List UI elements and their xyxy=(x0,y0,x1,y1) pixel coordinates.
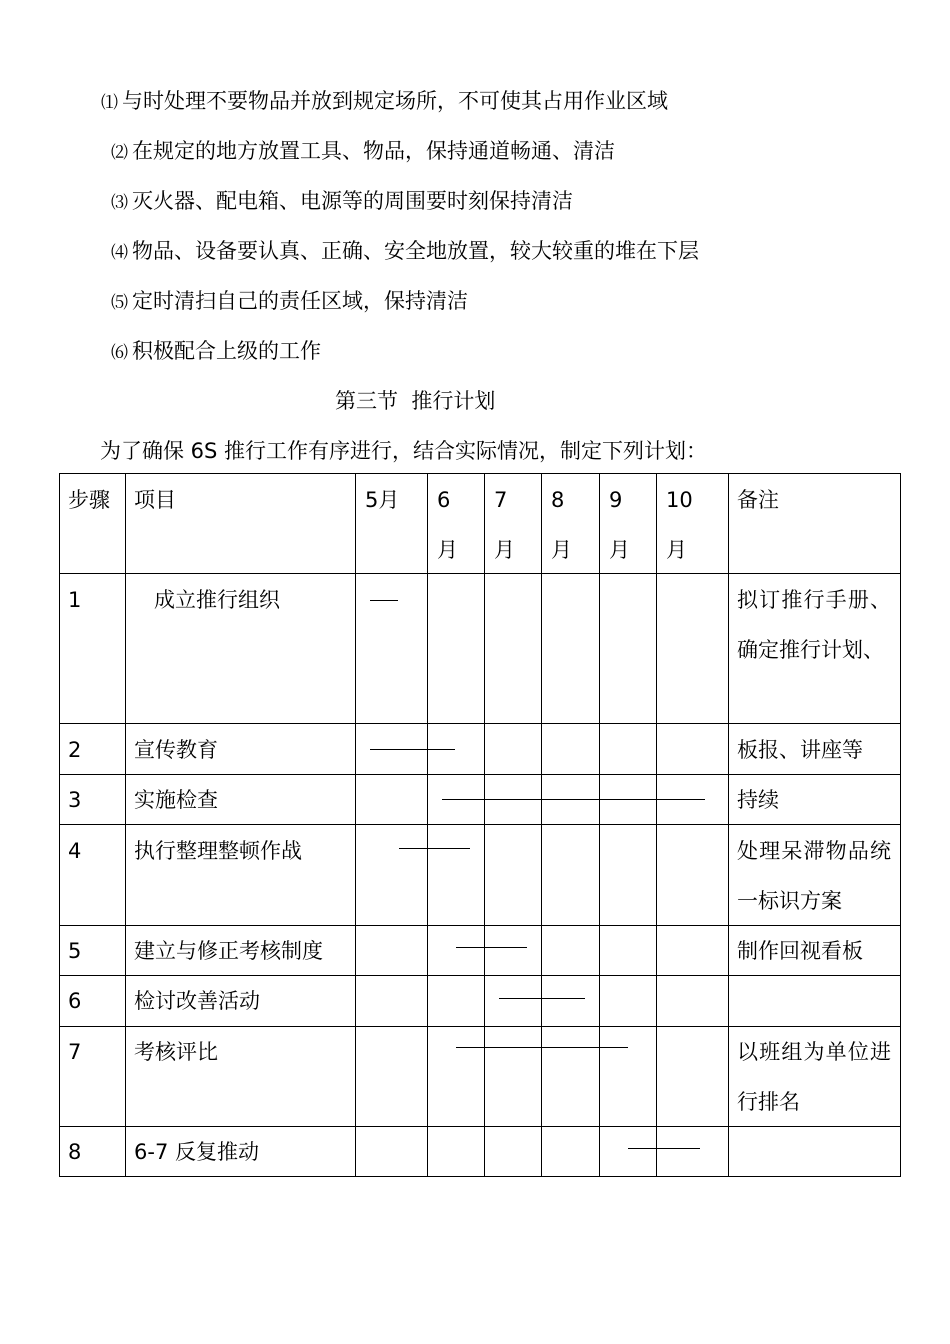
header-item: 项目 xyxy=(134,488,176,512)
plan-table xyxy=(59,473,901,1177)
list-number: ⑴ xyxy=(101,93,118,113)
step-number: 3 xyxy=(68,788,82,812)
list-number: ⑷ xyxy=(111,243,128,263)
item-name: 宣传教育 xyxy=(134,738,218,762)
remark-text: 拟订推行手册、确定推行计划、 xyxy=(737,588,891,662)
header-september-unit: 月 xyxy=(609,538,630,562)
header-july: 7 xyxy=(494,488,508,512)
list-number: ⑵ xyxy=(111,143,128,163)
list-item xyxy=(111,336,321,368)
list-item xyxy=(111,236,699,268)
remark-text: 以班组为单位进行排名 xyxy=(737,1040,891,1114)
timeline-bar xyxy=(370,749,455,750)
list-text: 与时处理不要物品并放到规定场所，不可使其占用作业区域 xyxy=(122,89,668,113)
header-october: 10 xyxy=(666,488,693,512)
item-name: 执行整理整顿作战 xyxy=(134,839,302,863)
list-number: ⑸ xyxy=(111,293,128,313)
timeline-bar xyxy=(456,1047,628,1048)
item-name: 建立与修正考核制度 xyxy=(134,939,323,963)
section-title: 第三节 推行计划 xyxy=(335,389,496,413)
timeline-bar xyxy=(399,848,470,849)
list-text: 在规定的地方放置工具、物品，保持通道畅通、清洁 xyxy=(132,139,615,163)
list-text: 物品、设备要认真、正确、安全地放置，较大较重的堆在下层 xyxy=(132,239,699,263)
header-remark: 备注 xyxy=(737,488,779,512)
step-number: 7 xyxy=(68,1040,82,1064)
header-june-unit: 月 xyxy=(437,538,458,562)
step-number: 1 xyxy=(68,588,82,612)
list-item xyxy=(111,136,615,168)
header-step: 步骤 xyxy=(68,488,110,512)
header-august-unit: 月 xyxy=(551,538,572,562)
remark-text: 板报、讲座等 xyxy=(737,738,863,762)
header-october-unit: 月 xyxy=(666,538,687,562)
timeline-bar xyxy=(628,1148,700,1149)
list-item xyxy=(111,186,573,218)
remark-text: 制作回视看板 xyxy=(737,939,863,963)
item-name: 考核评比 xyxy=(134,1040,218,1064)
step-number: 5 xyxy=(68,939,82,963)
header-june: 6 xyxy=(437,488,451,512)
list-item xyxy=(111,286,468,318)
step-number: 8 xyxy=(68,1140,82,1164)
list-number: ⑶ xyxy=(111,193,128,213)
list-number: ⑹ xyxy=(111,343,128,363)
list-text: 定时清扫自己的责任区域，保持清洁 xyxy=(132,289,468,313)
timeline-bar xyxy=(370,600,398,601)
intro-paragraph: 为了确保 6S 推行工作有序进行，结合实际情况，制定下列计划： xyxy=(100,439,708,463)
list-text: 积极配合上级的工作 xyxy=(132,339,321,363)
header-may: 5月 xyxy=(365,488,400,512)
step-number: 2 xyxy=(68,738,82,762)
item-name: 检讨改善活动 xyxy=(134,989,260,1013)
list-item xyxy=(101,86,668,118)
remark-text: 持续 xyxy=(737,788,779,812)
timeline-bar xyxy=(442,799,705,800)
item-name: 6-7 反复推动 xyxy=(134,1140,259,1164)
item-name: 成立推行组织 xyxy=(154,588,280,612)
header-july-unit: 月 xyxy=(494,538,515,562)
timeline-bar xyxy=(499,998,585,999)
timeline-bar xyxy=(456,947,527,948)
step-number: 6 xyxy=(68,989,82,1013)
item-name: 实施检查 xyxy=(134,788,218,812)
list-text: 灭火器、配电箱、电源等的周围要时刻保持清洁 xyxy=(132,189,573,213)
step-number: 4 xyxy=(68,839,82,863)
header-august: 8 xyxy=(551,488,565,512)
remark-text: 处理呆滞物品统一标识方案 xyxy=(737,839,891,913)
header-september: 9 xyxy=(609,488,623,512)
